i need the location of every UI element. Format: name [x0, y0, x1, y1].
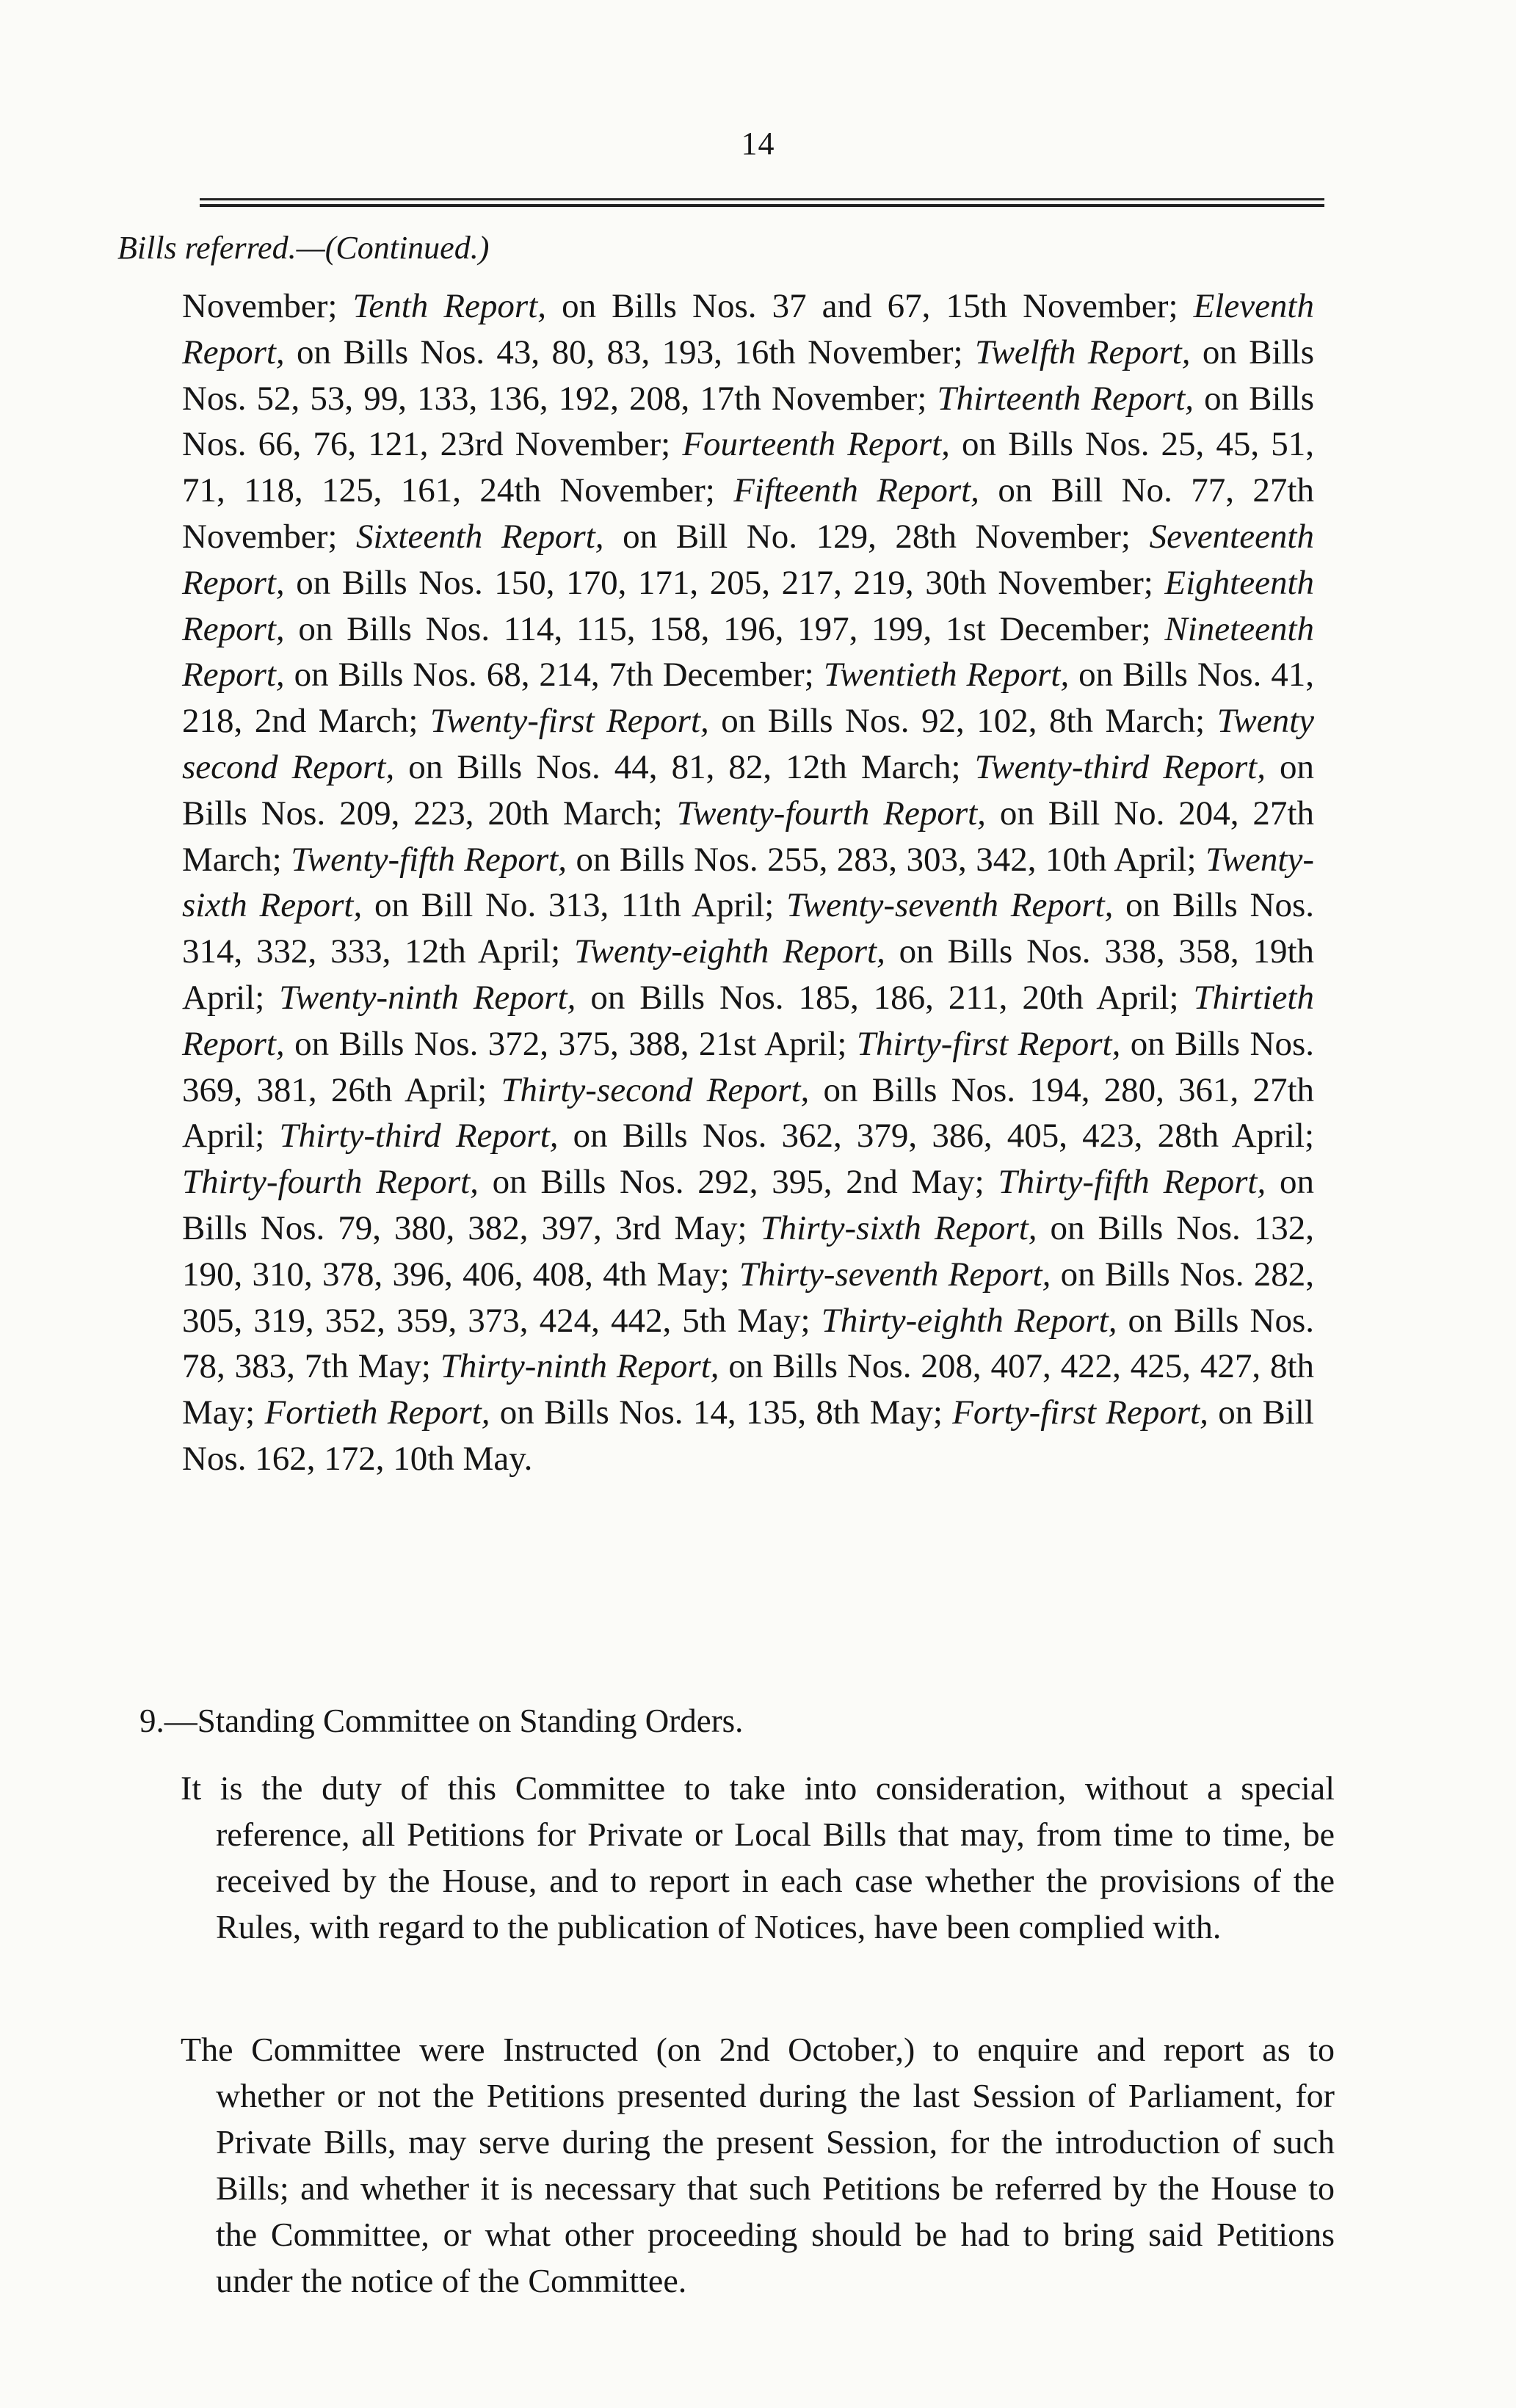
report-title: Twenty-first Report, — [429, 702, 709, 741]
bill-details: on Bills Nos. 68, 214, 7th December; — [284, 656, 824, 695]
bill-details: on Bills Nos. 369, 381, 26th April; — [182, 1024, 1315, 1109]
report-title: Twenty-fifth Report, — [291, 840, 567, 879]
bill-details: on Bills Nos. 132, 190, 310, 378, 396, 406, 408, 4th May; — [182, 1208, 1314, 1294]
bill-details: on Bills Nos. 292, 395, 2nd May; — [478, 1163, 998, 1202]
bill-details: on Bills Nos. 44, 81, 82, 12th March; — [394, 747, 975, 786]
bill-details: on Bills Nos. 66, 76, 121, 23rd November; — [182, 379, 1314, 464]
bill-details: on Bills Nos. 43, 80, 83, 193, 16th November; — [284, 333, 975, 371]
bill-details: on Bill No. 204, 27th March; — [182, 794, 1314, 879]
report-title: Twenty-sixth Report, — [182, 840, 1314, 925]
report-title: Twenty-fourth Report, — [676, 794, 986, 833]
report-title: Fortieth Report, — [264, 1393, 490, 1432]
bill-details: on Bills Nos. 41, 218, 2nd March; — [182, 656, 1314, 741]
report-title: Thirty-eighth Report, — [821, 1301, 1117, 1340]
bill-details: on Bills Nos. 150, 170, 171, 205, 217, 219, 30th November; — [284, 563, 1165, 602]
bill-details: on Bill Nos. 162, 172, 10th May. — [182, 1393, 1314, 1478]
bill-details: on Bills Nos. 338, 358, 19th April; — [182, 932, 1315, 1017]
bill-details: on Bill No. 129, 28th November; — [603, 517, 1150, 556]
bill-details: on Bills Nos. 209, 223, 20th March; — [182, 747, 1315, 833]
report-title: Eleventh Report, — [182, 287, 1314, 371]
bill-details: on Bills Nos. 25, 45, 51, 71, 118, 125, 161, 24th November; — [182, 425, 1314, 510]
header-double-rule — [200, 198, 1324, 207]
bill-details: on Bills Nos. 114, 115, 158, 196, 197, 199, 1st December; — [284, 609, 1165, 648]
report-title: Seventeenth Report, — [182, 517, 1314, 602]
header-rule-thick — [200, 204, 1324, 207]
bill-details: on Bills Nos. 52, 53, 99, 133, 136, 192, 208, 17th November; — [182, 333, 1314, 418]
report-title: Thirty-ninth Report, — [440, 1347, 719, 1386]
bill-details: on Bills Nos. 37 and 67, 15th November; — [546, 287, 1194, 325]
report-title: Thirty-first Report, — [856, 1024, 1121, 1063]
report-title: Thirty-sixth Report, — [760, 1208, 1037, 1247]
report-title: Twenty-ninth Report, — [279, 978, 576, 1017]
bill-details: on Bills Nos. 255, 283, 303, 342, 10th April; — [566, 840, 1206, 879]
report-title: Tenth Report, — [352, 287, 547, 325]
bill-details: on Bills Nos. 314, 332, 333, 12th April; — [182, 886, 1315, 971]
report-title: Thirty-third Report, — [279, 1117, 559, 1156]
bills-referred-heading: Bills referred.—(Continued.) — [117, 230, 490, 266]
bill-details: on Bills Nos. 282, 305, 319, 352, 359, 373, 424, 442, 5th May; — [182, 1255, 1314, 1340]
report-title: Twenty-eighth Report, — [573, 932, 885, 971]
report-title: Thirty-second Report, — [501, 1070, 810, 1109]
page-number: 14 — [741, 126, 775, 162]
committee-instruction-paragraph: The Committee were Instructed (on 2nd October,) to enquire and report as to whether or not the Petitions presented during the last Session of Parliament, for Private Bills, may serve during the present Session, for the introduction of such Bills; and whether it is necessary that such Petitions be referred by the House to the Committee, or what other proceeding should be had to bring said Petitions under the notice of the Committee. — [181, 2031, 1335, 2299]
bill-details: on Bills Nos. 185, 186, 211, 20th April; — [576, 978, 1194, 1017]
report-title: Twentieth Report, — [823, 656, 1070, 695]
bill-details: on Bills Nos. 372, 375, 388, 21st April; — [284, 1024, 857, 1063]
committee-duty-paragraph: It is the duty of this Committee to take into consideration, without a special reference, all Petitions for Private or Local Bills that may, from time to time, be received by the House, and to report in each case whether the provisions of the Rules, with regard to the publication of Notices, have been complied with. — [181, 1769, 1335, 1945]
report-title: Twenty second Report, — [182, 702, 1314, 786]
report-title: Fourteenth Report, — [682, 425, 950, 464]
report-title: Twenty-seventh Report, — [786, 886, 1114, 925]
report-title: Fifteenth Report, — [733, 471, 979, 510]
report-title: Forty-first Report, — [952, 1393, 1208, 1432]
bill-details: on Bills Nos. 362, 379, 386, 405, 423, 28th April; — [558, 1117, 1314, 1156]
report-title: Thirteenth Report, — [937, 379, 1194, 418]
report-title: Thirty-fourth Report, — [182, 1163, 479, 1202]
section-heading: 9.—Standing Committee on Standing Orders. — [139, 1702, 744, 1739]
bill-details: on Bill No. 77, 27th November; — [182, 471, 1314, 556]
report-title: Nineteenth Report, — [182, 609, 1314, 695]
bill-details: on Bill No. 313, 11th April; — [362, 886, 787, 925]
header-rule-thin — [200, 198, 1324, 200]
bill-details: November; — [182, 287, 353, 325]
bill-details: on Bills Nos. 78, 383, 7th May; — [182, 1301, 1314, 1386]
report-title: Thirty-seventh Report, — [739, 1255, 1051, 1294]
bill-details: on Bills Nos. 194, 280, 361, 27th April; — [182, 1070, 1314, 1156]
report-title: Twenty-third Report, — [974, 747, 1266, 786]
report-title: Twelfth Report, — [974, 333, 1191, 371]
bills-referred-paragraph — [182, 283, 1314, 1482]
report-title: Eighteenth Report, — [182, 563, 1314, 648]
bill-details: on Bills Nos. 208, 407, 422, 425, 427, 8th May; — [182, 1347, 1315, 1432]
report-title: Sixteenth Report, — [356, 517, 604, 556]
bill-details: on Bills Nos. 79, 380, 382, 397, 3rd May; — [182, 1163, 1315, 1247]
report-title: Thirtieth Report, — [182, 978, 1314, 1063]
bill-details: on Bills Nos. 92, 102, 8th March; — [708, 702, 1217, 741]
bill-details: on Bills Nos. 14, 135, 8th May; — [490, 1393, 953, 1432]
report-title: Thirty-fifth Report, — [998, 1163, 1266, 1202]
